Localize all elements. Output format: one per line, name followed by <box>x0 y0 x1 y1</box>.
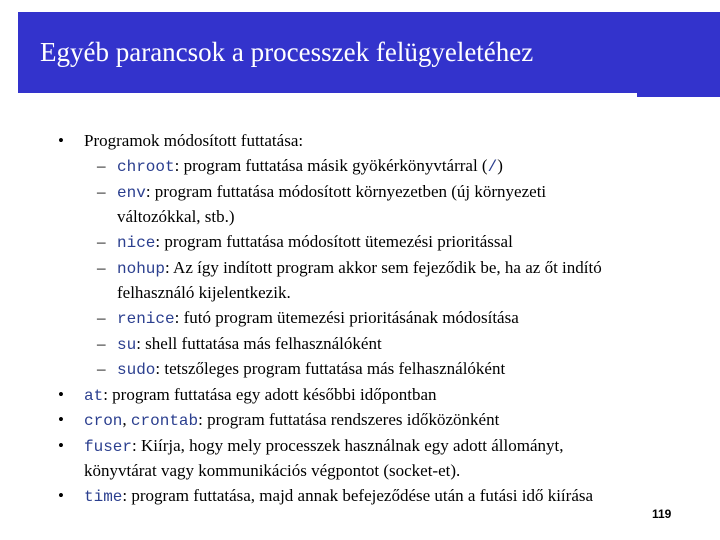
command-name: chroot <box>117 158 175 176</box>
command-name: nohup <box>117 260 166 278</box>
command-name: at <box>84 387 104 405</box>
list-item: cron, crontab: program futtatása rendszeres időközönként <box>84 410 500 430</box>
dash-marker: – <box>97 232 106 251</box>
dash-marker: – <box>97 308 106 327</box>
command-name: su <box>117 336 137 354</box>
list-item: sudo: tetszőleges program futtatása más felhasználóként <box>117 359 506 379</box>
command-name: renice <box>117 310 175 328</box>
list-item: nohup: Az így indított program akkor sem fejeződik be, ha az őt indító <box>117 258 602 278</box>
page-number: 119 <box>652 507 672 521</box>
command-name: sudo <box>117 361 156 379</box>
command-name: fuser <box>84 438 133 456</box>
dash-marker: – <box>97 359 106 378</box>
command-name: env <box>117 184 146 202</box>
list-item: fuser: Kiírja, hogy mely processzek használnak egy adott állományt, <box>84 436 564 456</box>
dash-marker: – <box>97 182 106 201</box>
list-item: su: shell futtatása más felhasználóként <box>117 334 382 354</box>
bullet-marker: • <box>58 410 64 429</box>
list-item: nice: program futtatása módosított ütemezési prioritással <box>117 232 513 252</box>
list-item: at: program futtatása egy adott későbbi időpontban <box>84 385 437 405</box>
list-item: chroot: program futtatása másik gyökérkönyvtárral (/) <box>117 156 503 176</box>
command-name: cron <box>84 412 123 430</box>
bullet-marker: • <box>58 486 64 505</box>
command-name: time <box>84 488 123 506</box>
list-item-continuation: felhasználó kijelentkezik. <box>117 283 291 302</box>
list-item: renice: futó program ütemezési prioritásának módosítása <box>117 308 519 328</box>
list-item: time: program futtatása, majd annak befejeződése után a futási idő kiírása <box>84 486 594 506</box>
dash-marker: – <box>97 258 106 277</box>
dash-marker: – <box>97 334 106 353</box>
command-name: nice <box>117 234 156 252</box>
bullet-marker: • <box>58 131 64 150</box>
list-item-continuation: könyvtárat vagy kommunikációs végpontot (socket-et). <box>84 461 461 480</box>
list-item-continuation: változókkal, stb.) <box>117 207 235 226</box>
dash-marker: – <box>97 156 106 175</box>
slide-title: Egyéb parancsok a processzek felügyeletéhez <box>40 37 534 67</box>
command-name: crontab <box>130 412 199 430</box>
list-item: Programok módosított futtatása: <box>84 131 304 150</box>
bullet-marker: • <box>58 436 64 455</box>
list-item: env: program futtatása módosított környezetben (új környezeti <box>117 182 547 202</box>
bullet-marker: • <box>58 385 64 404</box>
